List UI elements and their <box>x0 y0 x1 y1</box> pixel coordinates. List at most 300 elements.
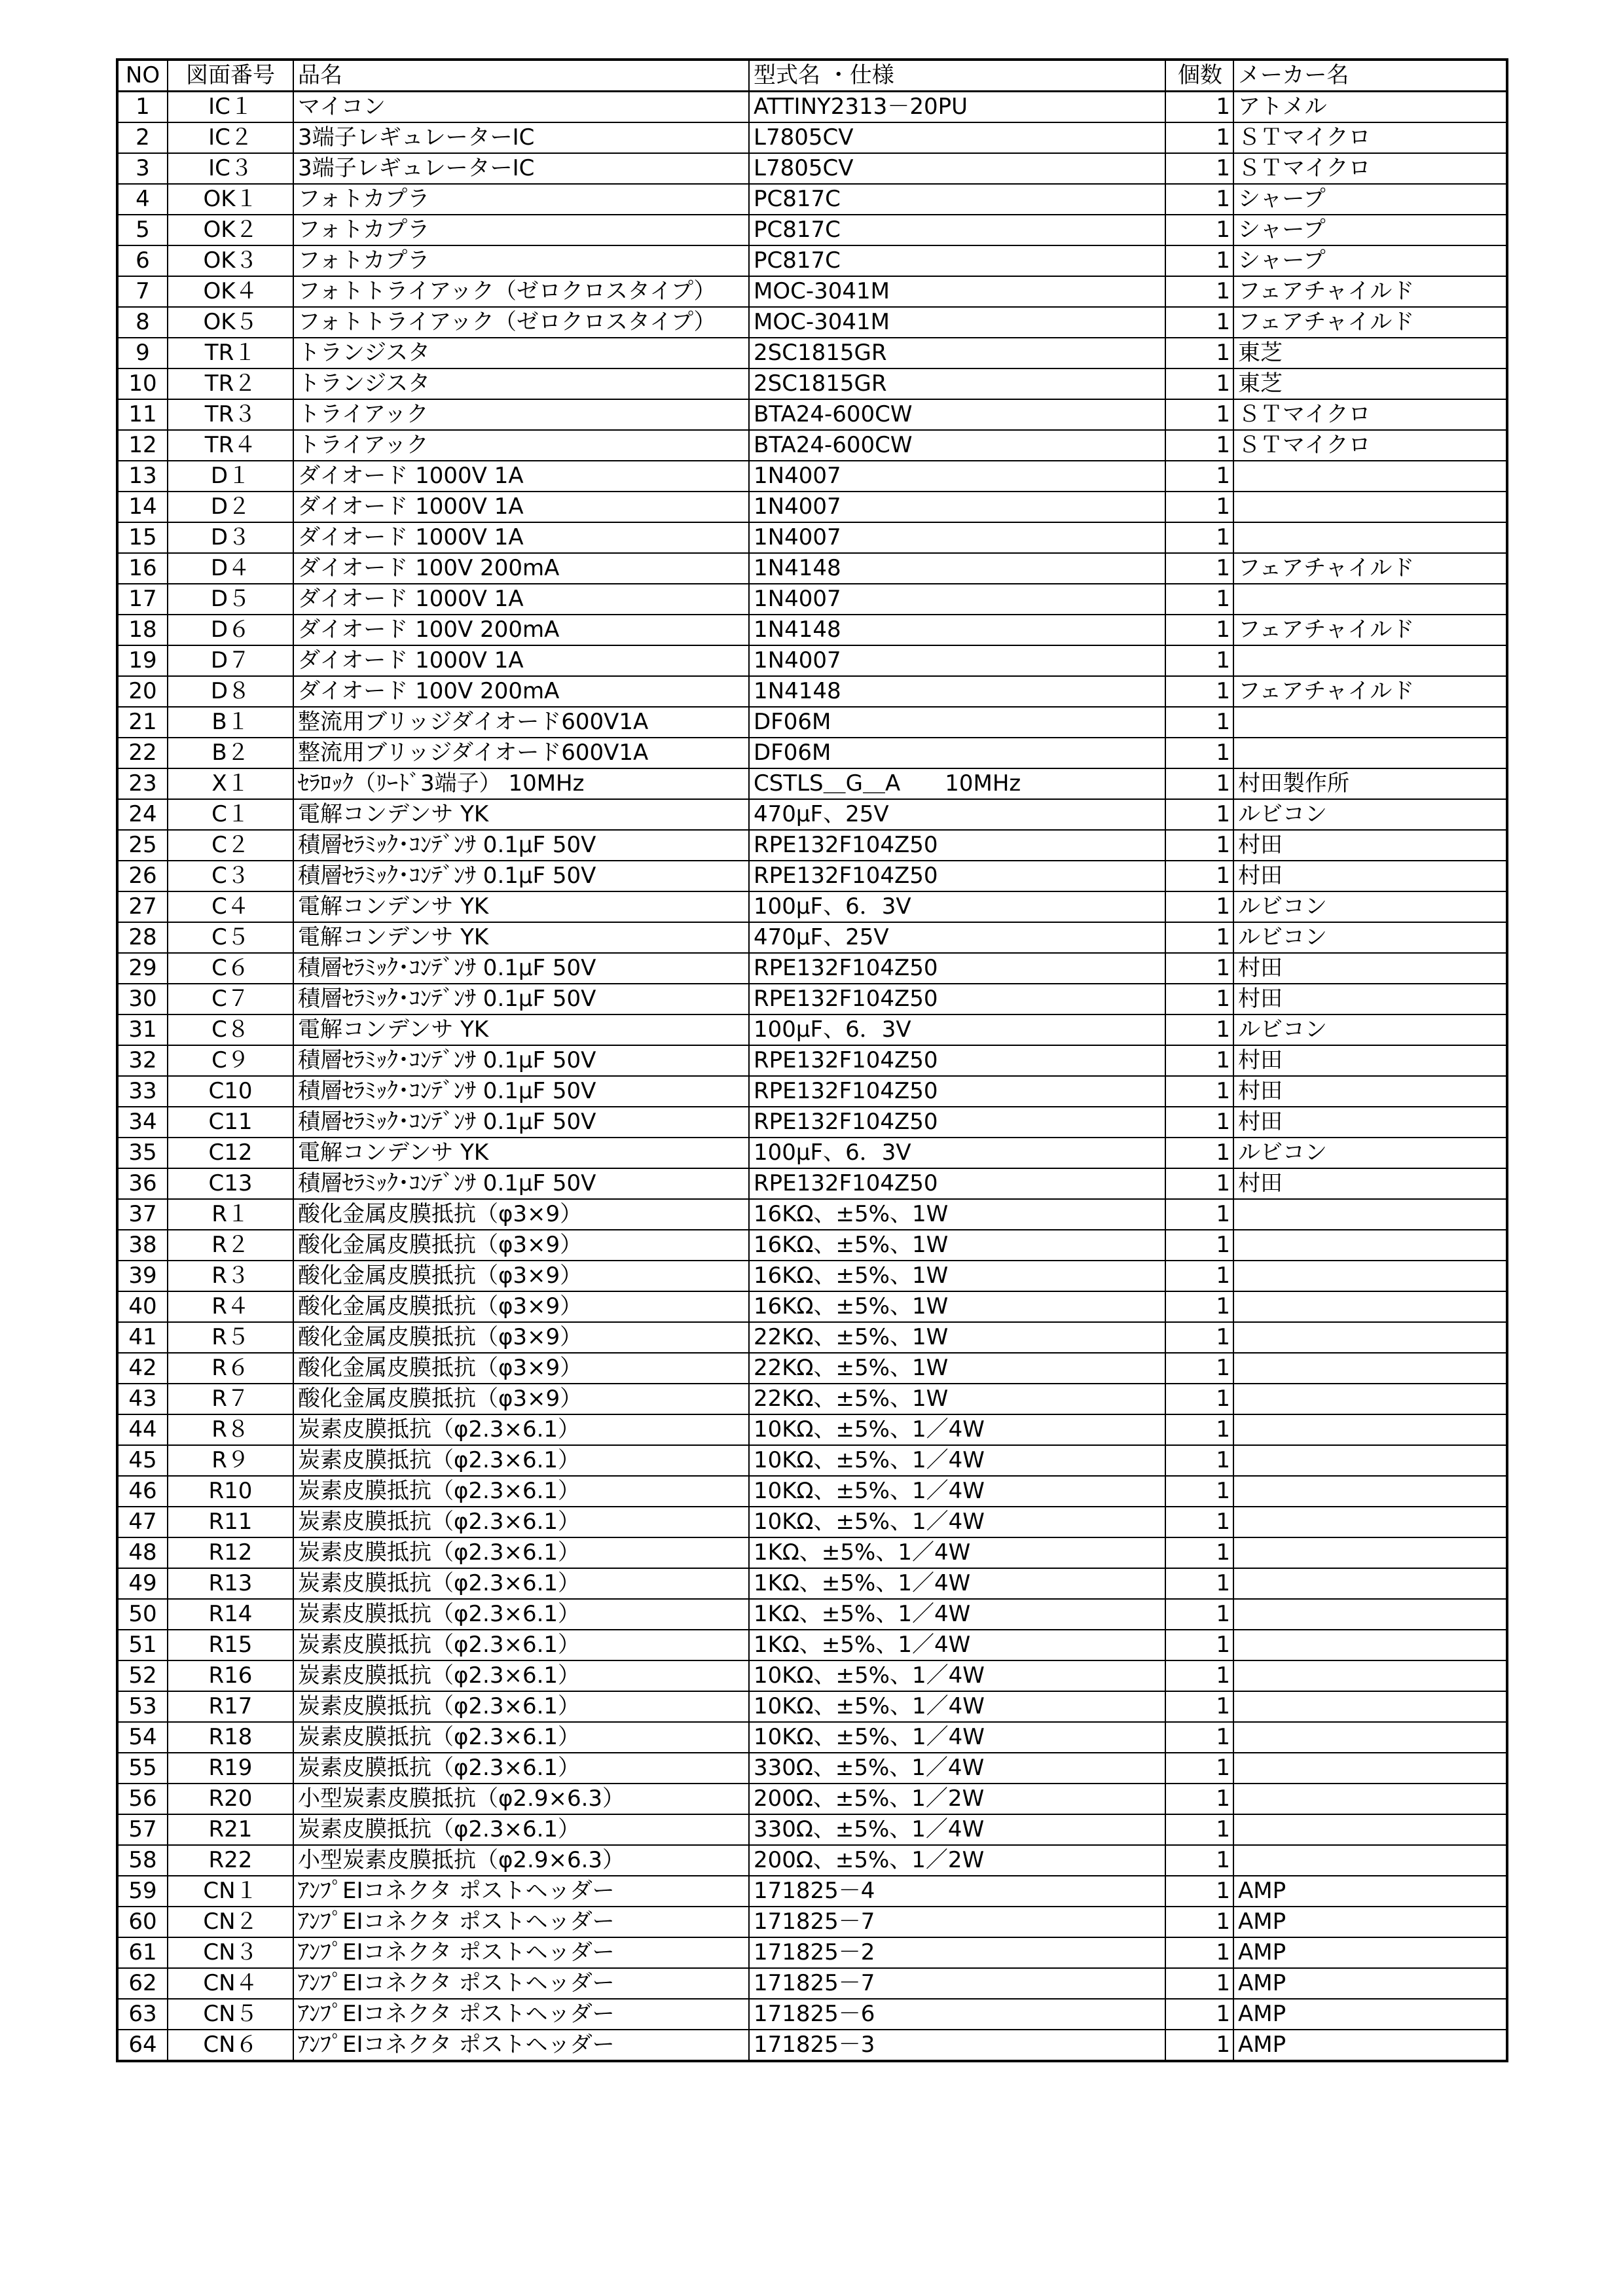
cell-no: 6 <box>117 245 168 276</box>
cell-part-name: 電解コンデンサ YK <box>293 922 749 953</box>
cell-drawing-number: C10 <box>168 1076 293 1107</box>
cell-model-spec: 1KΩ、±5%、1／4W <box>749 1630 1165 1660</box>
cell-maker: 東芝 <box>1233 368 1507 399</box>
cell-model-spec: MOC-3041M <box>749 307 1165 338</box>
cell-maker: ルビコン <box>1233 799 1507 830</box>
cell-no: 50 <box>117 1599 168 1630</box>
table-row <box>117 1476 1507 1507</box>
cell-drawing-number: B１ <box>168 707 293 738</box>
cell-quantity: 1 <box>1165 338 1233 368</box>
cell-no: 47 <box>117 1507 168 1537</box>
table-row <box>117 645 1507 676</box>
cell-maker: アトメル <box>1233 92 1507 123</box>
table-row <box>117 1999 1507 2030</box>
cell-maker <box>1233 1568 1507 1599</box>
cell-maker: ルビコン <box>1233 1014 1507 1045</box>
table-row <box>117 1507 1507 1537</box>
cell-maker <box>1233 738 1507 768</box>
cell-drawing-number: D１ <box>168 461 293 492</box>
cell-no: 30 <box>117 984 168 1014</box>
cell-quantity: 1 <box>1165 1261 1233 1291</box>
table-row <box>117 922 1507 953</box>
cell-maker: フェアチャイルド <box>1233 676 1507 707</box>
cell-maker: 村田 <box>1233 1045 1507 1076</box>
table-row <box>117 1568 1507 1599</box>
cell-no: 45 <box>117 1445 168 1476</box>
cell-quantity: 1 <box>1165 1076 1233 1107</box>
cell-model-spec: CSTLS＿G＿A 10MHz <box>749 768 1165 799</box>
table-row <box>117 891 1507 922</box>
cell-part-name: 積層ｾﾗﾐｯｸ･ｺﾝﾃﾞﾝｻ 0.1μF 50V <box>293 1168 749 1199</box>
cell-no: 17 <box>117 584 168 615</box>
cell-maker: ＳＴマイクロ <box>1233 399 1507 430</box>
cell-part-name: 炭素皮膜抵抗（φ2.3×6.1） <box>293 1476 749 1507</box>
cell-no: 32 <box>117 1045 168 1076</box>
table-row <box>117 676 1507 707</box>
cell-quantity: 1 <box>1165 1322 1233 1353</box>
cell-part-name: ダイオード 1000V 1A <box>293 461 749 492</box>
header-model-spec: 型式名 ・仕様 <box>749 60 1165 92</box>
cell-maker: AMP <box>1233 1907 1507 1937</box>
table-row <box>117 1291 1507 1322</box>
cell-quantity: 1 <box>1165 953 1233 984</box>
cell-no: 31 <box>117 1014 168 1045</box>
cell-model-spec: 171825－2 <box>749 1937 1165 1968</box>
cell-part-name: フォトカプラ <box>293 184 749 215</box>
cell-drawing-number: R15 <box>168 1630 293 1660</box>
cell-model-spec: 1N4148 <box>749 615 1165 645</box>
cell-model-spec: 22KΩ、±5%、1W <box>749 1384 1165 1414</box>
cell-quantity: 1 <box>1165 1168 1233 1199</box>
cell-maker <box>1233 1630 1507 1660</box>
cell-maker: フェアチャイルド <box>1233 276 1507 307</box>
cell-drawing-number: IC３ <box>168 153 293 184</box>
cell-maker: フェアチャイルド <box>1233 307 1507 338</box>
cell-maker: ＳＴマイクロ <box>1233 122 1507 153</box>
cell-no: 10 <box>117 368 168 399</box>
table-row <box>117 430 1507 461</box>
cell-model-spec: RPE132F104Z50 <box>749 830 1165 861</box>
table-row <box>117 984 1507 1014</box>
cell-drawing-number: C５ <box>168 922 293 953</box>
cell-drawing-number: R12 <box>168 1537 293 1568</box>
cell-no: 11 <box>117 399 168 430</box>
cell-part-name: 積層ｾﾗﾐｯｸ･ｺﾝﾃﾞﾝｻ 0.1μF 50V <box>293 1076 749 1107</box>
cell-no: 24 <box>117 799 168 830</box>
cell-drawing-number: OK３ <box>168 245 293 276</box>
cell-quantity: 1 <box>1165 1230 1233 1261</box>
cell-drawing-number: OK５ <box>168 307 293 338</box>
table-row <box>117 307 1507 338</box>
cell-part-name: フォトカプラ <box>293 215 749 245</box>
cell-no: 27 <box>117 891 168 922</box>
cell-quantity: 1 <box>1165 830 1233 861</box>
cell-quantity: 1 <box>1165 1722 1233 1753</box>
cell-model-spec: 200Ω、±5%、1／2W <box>749 1845 1165 1876</box>
cell-drawing-number: R22 <box>168 1845 293 1876</box>
header-no: NO <box>117 60 168 92</box>
cell-model-spec: RPE132F104Z50 <box>749 1045 1165 1076</box>
header-part-name: 品名 <box>293 60 749 92</box>
cell-drawing-number: TR４ <box>168 430 293 461</box>
cell-no: 22 <box>117 738 168 768</box>
cell-model-spec: 2SC1815GR <box>749 368 1165 399</box>
cell-maker: シャープ <box>1233 215 1507 245</box>
cell-part-name: ｱﾝﾌﾟEIコネクタ ポストヘッダー <box>293 1937 749 1968</box>
cell-drawing-number: IC１ <box>168 92 293 123</box>
table-row <box>117 738 1507 768</box>
cell-maker <box>1233 522 1507 553</box>
cell-drawing-number: R８ <box>168 1414 293 1445</box>
cell-maker: 東芝 <box>1233 338 1507 368</box>
cell-model-spec: 100μF、6．3V <box>749 1138 1165 1168</box>
cell-part-name: トライアック <box>293 399 749 430</box>
cell-maker <box>1233 1353 1507 1384</box>
cell-part-name: フォトトライアック（ゼロクロスタイプ） <box>293 276 749 307</box>
cell-drawing-number: C４ <box>168 891 293 922</box>
cell-part-name: フォトカプラ <box>293 245 749 276</box>
table-row <box>117 1784 1507 1814</box>
table-row <box>117 1261 1507 1291</box>
table-row <box>117 1414 1507 1445</box>
cell-no: 63 <box>117 1999 168 2030</box>
cell-maker <box>1233 1599 1507 1630</box>
cell-part-name: 炭素皮膜抵抗（φ2.3×6.1） <box>293 1599 749 1630</box>
cell-model-spec: 100μF、6．3V <box>749 1014 1165 1045</box>
cell-no: 8 <box>117 307 168 338</box>
cell-maker: AMP <box>1233 1999 1507 2030</box>
table-row <box>117 399 1507 430</box>
cell-model-spec: 10KΩ、±5%、1／4W <box>749 1660 1165 1691</box>
table-row <box>117 1814 1507 1845</box>
cell-model-spec: 10KΩ、±5%、1／4W <box>749 1476 1165 1507</box>
cell-part-name: 炭素皮膜抵抗（φ2.3×6.1） <box>293 1630 749 1660</box>
cell-model-spec: 1N4148 <box>749 676 1165 707</box>
cell-model-spec: 1N4007 <box>749 492 1165 522</box>
cell-quantity: 1 <box>1165 215 1233 245</box>
cell-drawing-number: R17 <box>168 1691 293 1722</box>
cell-model-spec: RPE132F104Z50 <box>749 984 1165 1014</box>
cell-no: 18 <box>117 615 168 645</box>
cell-quantity: 1 <box>1165 1291 1233 1322</box>
cell-drawing-number: D８ <box>168 676 293 707</box>
table-row <box>117 1845 1507 1876</box>
cell-quantity: 1 <box>1165 891 1233 922</box>
cell-part-name: 炭素皮膜抵抗（φ2.3×6.1） <box>293 1537 749 1568</box>
cell-drawing-number: OK４ <box>168 276 293 307</box>
cell-maker <box>1233 1814 1507 1845</box>
cell-no: 2 <box>117 122 168 153</box>
cell-part-name: 酸化金属皮膜抵抗（φ3×9） <box>293 1291 749 1322</box>
table-row <box>117 1691 1507 1722</box>
cell-quantity: 1 <box>1165 1630 1233 1660</box>
cell-maker: ルビコン <box>1233 891 1507 922</box>
cell-part-name: ダイオード 100V 200mA <box>293 615 749 645</box>
table-header-row <box>117 60 1507 92</box>
table-row <box>117 338 1507 368</box>
cell-model-spec: PC817C <box>749 245 1165 276</box>
cell-quantity: 1 <box>1165 492 1233 522</box>
cell-part-name: 3端子レギュレーターIC <box>293 153 749 184</box>
table-row <box>117 1660 1507 1691</box>
cell-quantity: 1 <box>1165 553 1233 584</box>
cell-model-spec: 16KΩ、±5%、1W <box>749 1291 1165 1322</box>
table-row <box>117 1599 1507 1630</box>
cell-no: 60 <box>117 1907 168 1937</box>
cell-maker: 村田 <box>1233 984 1507 1014</box>
cell-drawing-number: CN３ <box>168 1937 293 1968</box>
cell-quantity: 1 <box>1165 153 1233 184</box>
table-row <box>117 276 1507 307</box>
cell-model-spec: 16KΩ、±5%、1W <box>749 1261 1165 1291</box>
cell-quantity: 1 <box>1165 1937 1233 1968</box>
cell-no: 20 <box>117 676 168 707</box>
cell-no: 28 <box>117 922 168 953</box>
cell-part-name: ｾﾗﾛｯｸ（ﾘｰﾄﾞ3端子） 10MHz <box>293 768 749 799</box>
parts-list-table <box>116 58 1508 2062</box>
cell-model-spec: PC817C <box>749 184 1165 215</box>
cell-drawing-number: CN４ <box>168 1968 293 1999</box>
cell-quantity: 1 <box>1165 645 1233 676</box>
cell-no: 37 <box>117 1199 168 1230</box>
table-row <box>117 1014 1507 1045</box>
cell-part-name: 電解コンデンサ YK <box>293 1138 749 1168</box>
cell-quantity: 1 <box>1165 1014 1233 1045</box>
cell-part-name: 酸化金属皮膜抵抗（φ3×9） <box>293 1353 749 1384</box>
cell-model-spec: 330Ω、±5%、1／4W <box>749 1753 1165 1784</box>
cell-drawing-number: R９ <box>168 1445 293 1476</box>
cell-maker <box>1233 1384 1507 1414</box>
table-row <box>117 1722 1507 1753</box>
cell-no: 44 <box>117 1414 168 1445</box>
cell-maker: 村田 <box>1233 1076 1507 1107</box>
cell-model-spec: L7805CV <box>749 153 1165 184</box>
cell-drawing-number: D４ <box>168 553 293 584</box>
cell-no: 4 <box>117 184 168 215</box>
table-row <box>117 1876 1507 1907</box>
cell-model-spec: DF06M <box>749 707 1165 738</box>
cell-no: 51 <box>117 1630 168 1660</box>
table-row <box>117 1045 1507 1076</box>
cell-no: 5 <box>117 215 168 245</box>
cell-no: 61 <box>117 1937 168 1968</box>
cell-drawing-number: R19 <box>168 1753 293 1784</box>
cell-no: 56 <box>117 1784 168 1814</box>
cell-maker: ＳＴマイクロ <box>1233 430 1507 461</box>
cell-drawing-number: C13 <box>168 1168 293 1199</box>
cell-drawing-number: R16 <box>168 1660 293 1691</box>
cell-model-spec: 22KΩ、±5%、1W <box>749 1353 1165 1384</box>
cell-quantity: 1 <box>1165 861 1233 891</box>
cell-drawing-number: R14 <box>168 1599 293 1630</box>
cell-maker: AMP <box>1233 1968 1507 1999</box>
cell-no: 34 <box>117 1107 168 1138</box>
cell-maker <box>1233 1230 1507 1261</box>
table-row <box>117 861 1507 891</box>
table-row <box>117 707 1507 738</box>
cell-part-name: 酸化金属皮膜抵抗（φ3×9） <box>293 1261 749 1291</box>
table-row <box>117 215 1507 245</box>
cell-no: 26 <box>117 861 168 891</box>
cell-quantity: 1 <box>1165 768 1233 799</box>
header-maker: メーカー名 <box>1233 60 1507 92</box>
cell-part-name: 酸化金属皮膜抵抗（φ3×9） <box>293 1322 749 1353</box>
cell-drawing-number: CN１ <box>168 1876 293 1907</box>
table-row <box>117 522 1507 553</box>
cell-model-spec: 1KΩ、±5%、1／4W <box>749 1568 1165 1599</box>
cell-drawing-number: C９ <box>168 1045 293 1076</box>
cell-quantity: 1 <box>1165 1999 1233 2030</box>
cell-model-spec: 10KΩ、±5%、1／4W <box>749 1691 1165 1722</box>
cell-drawing-number: TR１ <box>168 338 293 368</box>
cell-part-name: ダイオード 1000V 1A <box>293 645 749 676</box>
table-row <box>117 461 1507 492</box>
cell-drawing-number: D６ <box>168 615 293 645</box>
cell-model-spec: 171825－6 <box>749 1999 1165 2030</box>
cell-model-spec: 1N4007 <box>749 461 1165 492</box>
cell-no: 54 <box>117 1722 168 1753</box>
cell-drawing-number: OK２ <box>168 215 293 245</box>
table-row <box>117 1107 1507 1138</box>
cell-part-name: トライアック <box>293 430 749 461</box>
cell-drawing-number: C１ <box>168 799 293 830</box>
cell-no: 46 <box>117 1476 168 1507</box>
cell-maker: シャープ <box>1233 245 1507 276</box>
cell-part-name: 積層ｾﾗﾐｯｸ･ｺﾝﾃﾞﾝｻ 0.1μF 50V <box>293 953 749 984</box>
cell-part-name: 積層ｾﾗﾐｯｸ･ｺﾝﾃﾞﾝｻ 0.1μF 50V <box>293 861 749 891</box>
cell-maker: 村田 <box>1233 953 1507 984</box>
table-row <box>117 1968 1507 1999</box>
table-row <box>117 122 1507 153</box>
cell-no: 58 <box>117 1845 168 1876</box>
cell-model-spec: ATTINY2313－20PU <box>749 92 1165 123</box>
cell-maker: ＳＴマイクロ <box>1233 153 1507 184</box>
cell-part-name: ダイオード 1000V 1A <box>293 492 749 522</box>
cell-drawing-number: IC２ <box>168 122 293 153</box>
cell-model-spec: 1N4007 <box>749 584 1165 615</box>
cell-no: 39 <box>117 1261 168 1291</box>
cell-quantity: 1 <box>1165 615 1233 645</box>
cell-no: 49 <box>117 1568 168 1599</box>
cell-part-name: 積層ｾﾗﾐｯｸ･ｺﾝﾃﾞﾝｻ 0.1μF 50V <box>293 830 749 861</box>
cell-model-spec: 1N4007 <box>749 645 1165 676</box>
cell-drawing-number: CN２ <box>168 1907 293 1937</box>
cell-model-spec: 171825－7 <box>749 1907 1165 1937</box>
cell-model-spec: RPE132F104Z50 <box>749 1107 1165 1138</box>
table-row <box>117 584 1507 615</box>
cell-quantity: 1 <box>1165 1537 1233 1568</box>
cell-quantity: 1 <box>1165 1876 1233 1907</box>
cell-maker <box>1233 645 1507 676</box>
table-row <box>117 1322 1507 1353</box>
cell-part-name: ｱﾝﾌﾟEIコネクタ ポストヘッダー <box>293 1907 749 1937</box>
cell-quantity: 1 <box>1165 738 1233 768</box>
cell-no: 35 <box>117 1138 168 1168</box>
cell-model-spec: RPE132F104Z50 <box>749 1168 1165 1199</box>
cell-quantity: 1 <box>1165 922 1233 953</box>
cell-quantity: 1 <box>1165 461 1233 492</box>
cell-part-name: ｱﾝﾌﾟEIコネクタ ポストヘッダー <box>293 2030 749 2061</box>
cell-part-name: 炭素皮膜抵抗（φ2.3×6.1） <box>293 1414 749 1445</box>
table-row <box>117 1138 1507 1168</box>
table-row <box>117 92 1507 123</box>
cell-drawing-number: D２ <box>168 492 293 522</box>
cell-model-spec: RPE132F104Z50 <box>749 953 1165 984</box>
cell-maker: 村田 <box>1233 1107 1507 1138</box>
cell-maker: シャープ <box>1233 184 1507 215</box>
cell-quantity: 1 <box>1165 584 1233 615</box>
cell-model-spec: 200Ω、±5%、1／2W <box>749 1784 1165 1814</box>
cell-no: 41 <box>117 1322 168 1353</box>
cell-no: 1 <box>117 92 168 123</box>
cell-drawing-number: CN６ <box>168 2030 293 2061</box>
cell-drawing-number: X１ <box>168 768 293 799</box>
cell-part-name: 3端子レギュレーターIC <box>293 122 749 153</box>
cell-drawing-number: C６ <box>168 953 293 984</box>
cell-no: 48 <box>117 1537 168 1568</box>
cell-quantity: 1 <box>1165 276 1233 307</box>
cell-quantity: 1 <box>1165 307 1233 338</box>
cell-part-name: 炭素皮膜抵抗（φ2.3×6.1） <box>293 1722 749 1753</box>
cell-no: 9 <box>117 338 168 368</box>
cell-quantity: 1 <box>1165 184 1233 215</box>
cell-maker: AMP <box>1233 2030 1507 2061</box>
header-drawing-number: 図面番号 <box>168 60 293 92</box>
cell-model-spec: 16KΩ、±5%、1W <box>749 1199 1165 1230</box>
cell-no: 3 <box>117 153 168 184</box>
cell-maker <box>1233 1660 1507 1691</box>
cell-quantity: 1 <box>1165 1507 1233 1537</box>
cell-model-spec: 10KΩ、±5%、1／4W <box>749 1507 1165 1537</box>
cell-part-name: 電解コンデンサ YK <box>293 1014 749 1045</box>
cell-maker: フェアチャイルド <box>1233 615 1507 645</box>
table-body <box>117 92 1507 2062</box>
cell-drawing-number: TR２ <box>168 368 293 399</box>
cell-maker: 村田 <box>1233 830 1507 861</box>
cell-part-name: マイコン <box>293 92 749 123</box>
cell-part-name: 電解コンデンサ YK <box>293 891 749 922</box>
cell-model-spec: 22KΩ、±5%、1W <box>749 1322 1165 1353</box>
cell-no: 57 <box>117 1814 168 1845</box>
cell-part-name: ｱﾝﾌﾟEIコネクタ ポストヘッダー <box>293 1968 749 1999</box>
cell-no: 29 <box>117 953 168 984</box>
cell-part-name: 整流用ブリッジダイオード600V1A <box>293 738 749 768</box>
cell-part-name: 酸化金属皮膜抵抗（φ3×9） <box>293 1384 749 1414</box>
cell-maker <box>1233 584 1507 615</box>
cell-drawing-number: C12 <box>168 1138 293 1168</box>
cell-maker: 村田製作所 <box>1233 768 1507 799</box>
cell-model-spec: 100μF、6．3V <box>749 891 1165 922</box>
cell-model-spec: RPE132F104Z50 <box>749 861 1165 891</box>
cell-drawing-number: R６ <box>168 1353 293 1384</box>
table-row <box>117 1168 1507 1199</box>
cell-part-name: 整流用ブリッジダイオード600V1A <box>293 707 749 738</box>
cell-drawing-number: C２ <box>168 830 293 861</box>
cell-no: 33 <box>117 1076 168 1107</box>
cell-maker <box>1233 1261 1507 1291</box>
cell-part-name: フォトトライアック（ゼロクロスタイプ） <box>293 307 749 338</box>
cell-no: 36 <box>117 1168 168 1199</box>
cell-quantity: 1 <box>1165 245 1233 276</box>
cell-part-name: トランジスタ <box>293 338 749 368</box>
cell-part-name: ダイオード 100V 200mA <box>293 676 749 707</box>
table-row <box>117 1753 1507 1784</box>
cell-maker: フェアチャイルド <box>1233 553 1507 584</box>
cell-quantity: 1 <box>1165 1568 1233 1599</box>
cell-model-spec: BTA24-600CW <box>749 399 1165 430</box>
cell-no: 25 <box>117 830 168 861</box>
cell-quantity: 1 <box>1165 1660 1233 1691</box>
